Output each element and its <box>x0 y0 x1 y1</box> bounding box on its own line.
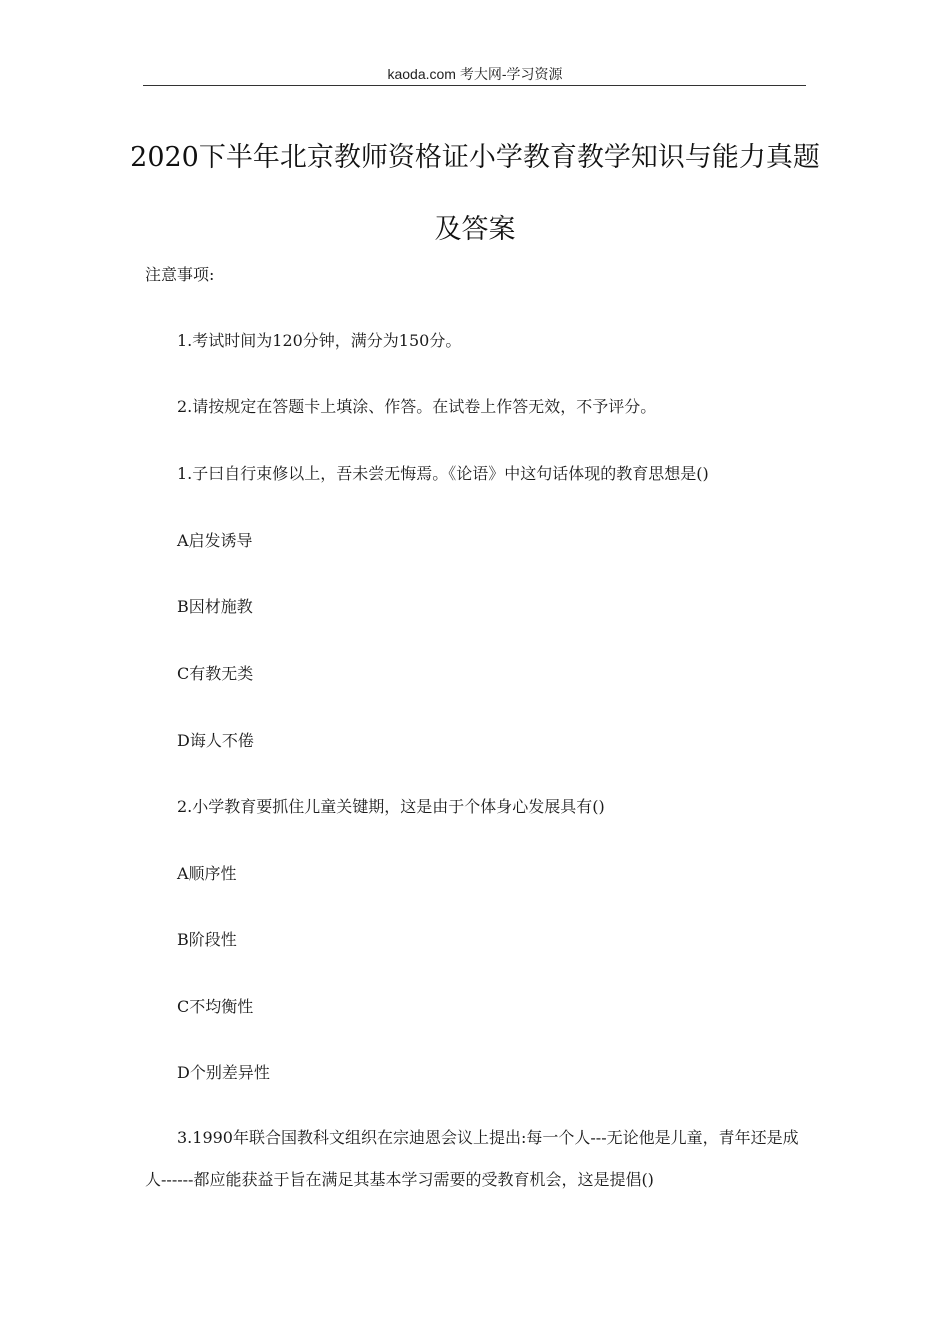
question-2-option-b: B阶段性 <box>177 930 237 949</box>
question-3-stem: 3.1990年联合国教科文组织在宗迪恩会议上提出:每一个人---无论他是儿童，青年还是成人------都应能获益于旨在满足其基本学习需要的受教育机会，这是提倡() <box>145 1128 799 1189</box>
question-2-option-d: D个别差异性 <box>177 1063 270 1082</box>
question-2-option-a: A顺序性 <box>177 864 237 883</box>
header-site-text: kaoda.com 考大网-学习资源 <box>387 66 563 82</box>
document-title-line-2: 及答案 <box>434 214 516 245</box>
question-1-option-b: B因材施教 <box>177 597 253 616</box>
question-1-option-c: C有教无类 <box>177 664 254 683</box>
question-2-stem: 2.小学教育要抓住儿童关键期，这是由于个体身心发展具有() <box>177 797 605 816</box>
question-1-option-a: A启发诱导 <box>177 531 253 550</box>
notice-heading: 注意事项: <box>145 265 215 284</box>
document-title-line-1: 2020下半年北京教师资格证小学教育教学知识与能力真题 <box>130 142 820 173</box>
question-1-option-d: D诲人不倦 <box>177 731 254 750</box>
notice-item-1: 1.考试时间为120分钟，满分为150分。 <box>177 331 462 350</box>
question-2-option-c: C不均衡性 <box>177 997 254 1016</box>
header-divider <box>143 85 806 86</box>
question-1-stem: 1.子曰自行束修以上，吾未尝无悔焉。《论语》中这句话体现的教育思想是() <box>177 464 709 483</box>
notice-item-2: 2.请按规定在答题卡上填涂、作答。在试卷上作答无效，不予评分。 <box>177 397 657 416</box>
